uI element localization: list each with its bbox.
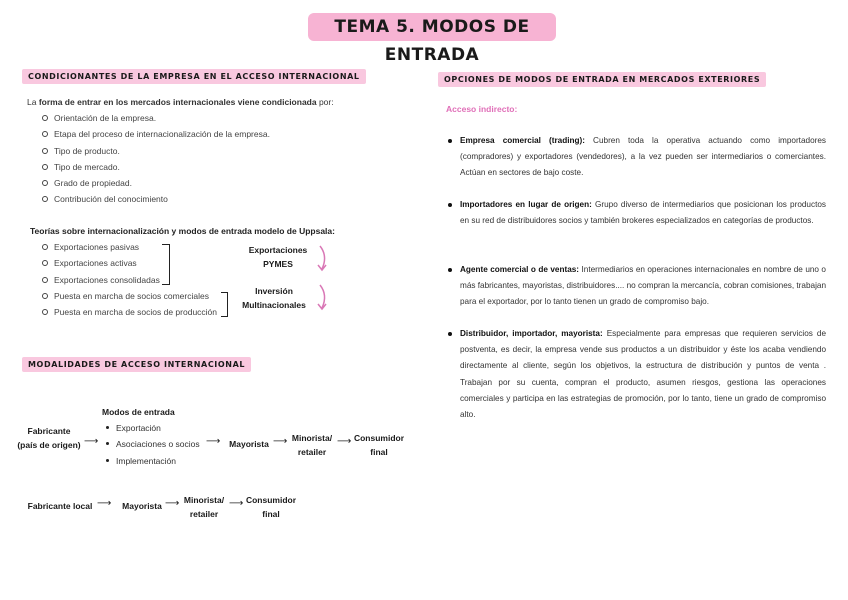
flow1-consumidor xyxy=(352,431,406,459)
uppsala-list xyxy=(28,241,238,322)
modes-title: Modos de entrada xyxy=(102,407,175,417)
list-item: Exportación xyxy=(104,422,214,438)
flow1-mayorista: Mayorista xyxy=(229,439,269,449)
section-heading-condicionantes: CONDICIONANTES DE LA EMPRESA EN EL ACCESO INTERNACIONAL xyxy=(22,69,366,84)
intro-bold: forma de entrar en los mercados internacionales viene condicionada xyxy=(38,97,317,107)
flow2-minorista-line2: retailer xyxy=(189,509,219,519)
flow1-consumidor-line2: final xyxy=(370,447,388,457)
flow2-consumidor-line2: final xyxy=(262,509,280,519)
arrow-icon: ⟶ xyxy=(337,436,352,447)
arrow-icon: ⟶ xyxy=(206,436,221,447)
flow1-fabricante xyxy=(14,424,84,452)
flow2-minorista-line1: Minorista/ xyxy=(183,495,225,505)
item-title: Importadores en lugar de origen: xyxy=(460,200,592,209)
list-item xyxy=(448,326,826,423)
flow1-minorista-line1: Minorista/ xyxy=(291,433,333,443)
list-item: Exportaciones consolidadas xyxy=(28,274,238,290)
intro-paragraph xyxy=(27,96,337,108)
flow2-mayorista: Mayorista xyxy=(122,501,162,511)
group-inversion-label xyxy=(235,284,313,312)
arrow-icon: ⟶ xyxy=(229,498,244,509)
item-text: Grupo diverso de intermediarios que posicionan los productos en su red de distribuidores socios y también brokeres especializados en categorías de productos. xyxy=(460,200,826,226)
flow1-minorista xyxy=(287,431,337,459)
flow1-fabricante-line2: (país de origen) xyxy=(17,440,81,450)
modes-list xyxy=(104,422,214,471)
item-text: Cubren toda la operativa actuando como importadores (compradores) y exportadores (vendedores), a la vez pueden ser intermediarios o comerciantes. Actúan en sectores de bajo coste. xyxy=(460,136,826,178)
arrow-icon: ⟶ xyxy=(165,498,180,509)
bracket-inversion xyxy=(221,292,228,317)
uppsala-heading: Teorías sobre internacionalización y modos de entrada modelo de Uppsala: xyxy=(30,226,335,236)
group-exportaciones-line1: Exportaciones xyxy=(248,245,308,255)
intro-post: por: xyxy=(316,97,334,107)
group-exportaciones-line2: PYMES xyxy=(263,259,293,269)
condicionantes-list xyxy=(28,112,328,210)
pink-curved-arrow-icon xyxy=(316,283,332,313)
list-item: Contribución del conocimiento xyxy=(28,193,328,209)
item-title: Empresa comercial (trading): xyxy=(460,136,585,145)
list-item: Grado de propiedad. xyxy=(28,177,328,193)
list-item: Etapa del proceso de internacionalización de la empresa. xyxy=(28,128,328,144)
flow1-consumidor-line1: Consumidor xyxy=(353,433,405,443)
list-item: Tipo de producto. xyxy=(28,145,328,161)
item-text: Intermediarios en operaciones internacionales en nombre de uno o más fabricantes, mayoristas, distribuidores.... no compran la mercancía, cobran comisiones, trabajan para el exportador, por lo tanto tienen un grado de compromiso bajo. xyxy=(460,265,826,307)
list-item: Orientación de la empresa. xyxy=(28,112,328,128)
flow2-fabricante-local: Fabricante local xyxy=(27,501,93,511)
list-item: Puesta en marcha de socios de producción xyxy=(28,306,238,322)
list-item xyxy=(448,133,826,182)
flow1-fabricante-line1: Fabricante xyxy=(27,426,71,436)
page-title: TEMA 5. MODOS DE ENTRADA xyxy=(308,13,556,41)
flow1-minorista-line2: retailer xyxy=(297,447,327,457)
pink-curved-arrow-icon xyxy=(316,244,332,274)
arrow-icon: ⟶ xyxy=(84,436,99,447)
subheading-acceso-indirecto: Acceso indirecto: xyxy=(446,104,518,114)
list-item xyxy=(448,262,826,311)
arrow-icon: ⟶ xyxy=(97,498,112,509)
flow2-minorista xyxy=(179,493,229,521)
list-item: Exportaciones activas xyxy=(28,257,238,273)
arrow-icon: ⟶ xyxy=(273,436,288,447)
item-title: Agente comercial o de ventas: xyxy=(460,265,580,274)
item-text: Especialmente para empresas que requieren servicios de postventa, es decir, la empresa vende sus productos a un distribuidor y éste los acaba vendiendo directamente al cliente, según los objetivos, la estructura de distribución y puntos de venta . Trabajan por su cuenta, compran el producto, asumen riesgos, gestiona las operaciones comerciales y participa en las estrategias de promoción, por lo tanto, tiene un grado de compromiso alto. xyxy=(460,329,826,420)
section-heading-modalidades: MODALIDADES DE ACCESO INTERNACIONAL xyxy=(22,357,251,372)
list-item: Asociaciones o socios xyxy=(104,438,214,454)
item-title: Distribuidor, importador, mayorista: xyxy=(460,329,603,338)
list-item: Exportaciones pasivas xyxy=(28,241,238,257)
group-inversion-line2: Multinacionales xyxy=(242,300,306,310)
list-item: Puesta en marcha de socios comerciales xyxy=(28,290,238,306)
group-exportaciones-label xyxy=(240,243,316,271)
list-item: Tipo de mercado. xyxy=(28,161,328,177)
bracket-exportaciones xyxy=(162,244,170,285)
flow2-consumidor xyxy=(243,493,299,521)
section-heading-opciones: OPCIONES DE MODOS DE ENTRADA EN MERCADOS EXTERIORES xyxy=(438,72,766,87)
list-item: Implementación xyxy=(104,455,214,471)
intro-pre: La xyxy=(27,97,39,107)
list-item xyxy=(448,197,826,229)
flow2-consumidor-line1: Consumidor xyxy=(245,495,297,505)
group-inversion-line1: Inversión xyxy=(255,286,293,296)
